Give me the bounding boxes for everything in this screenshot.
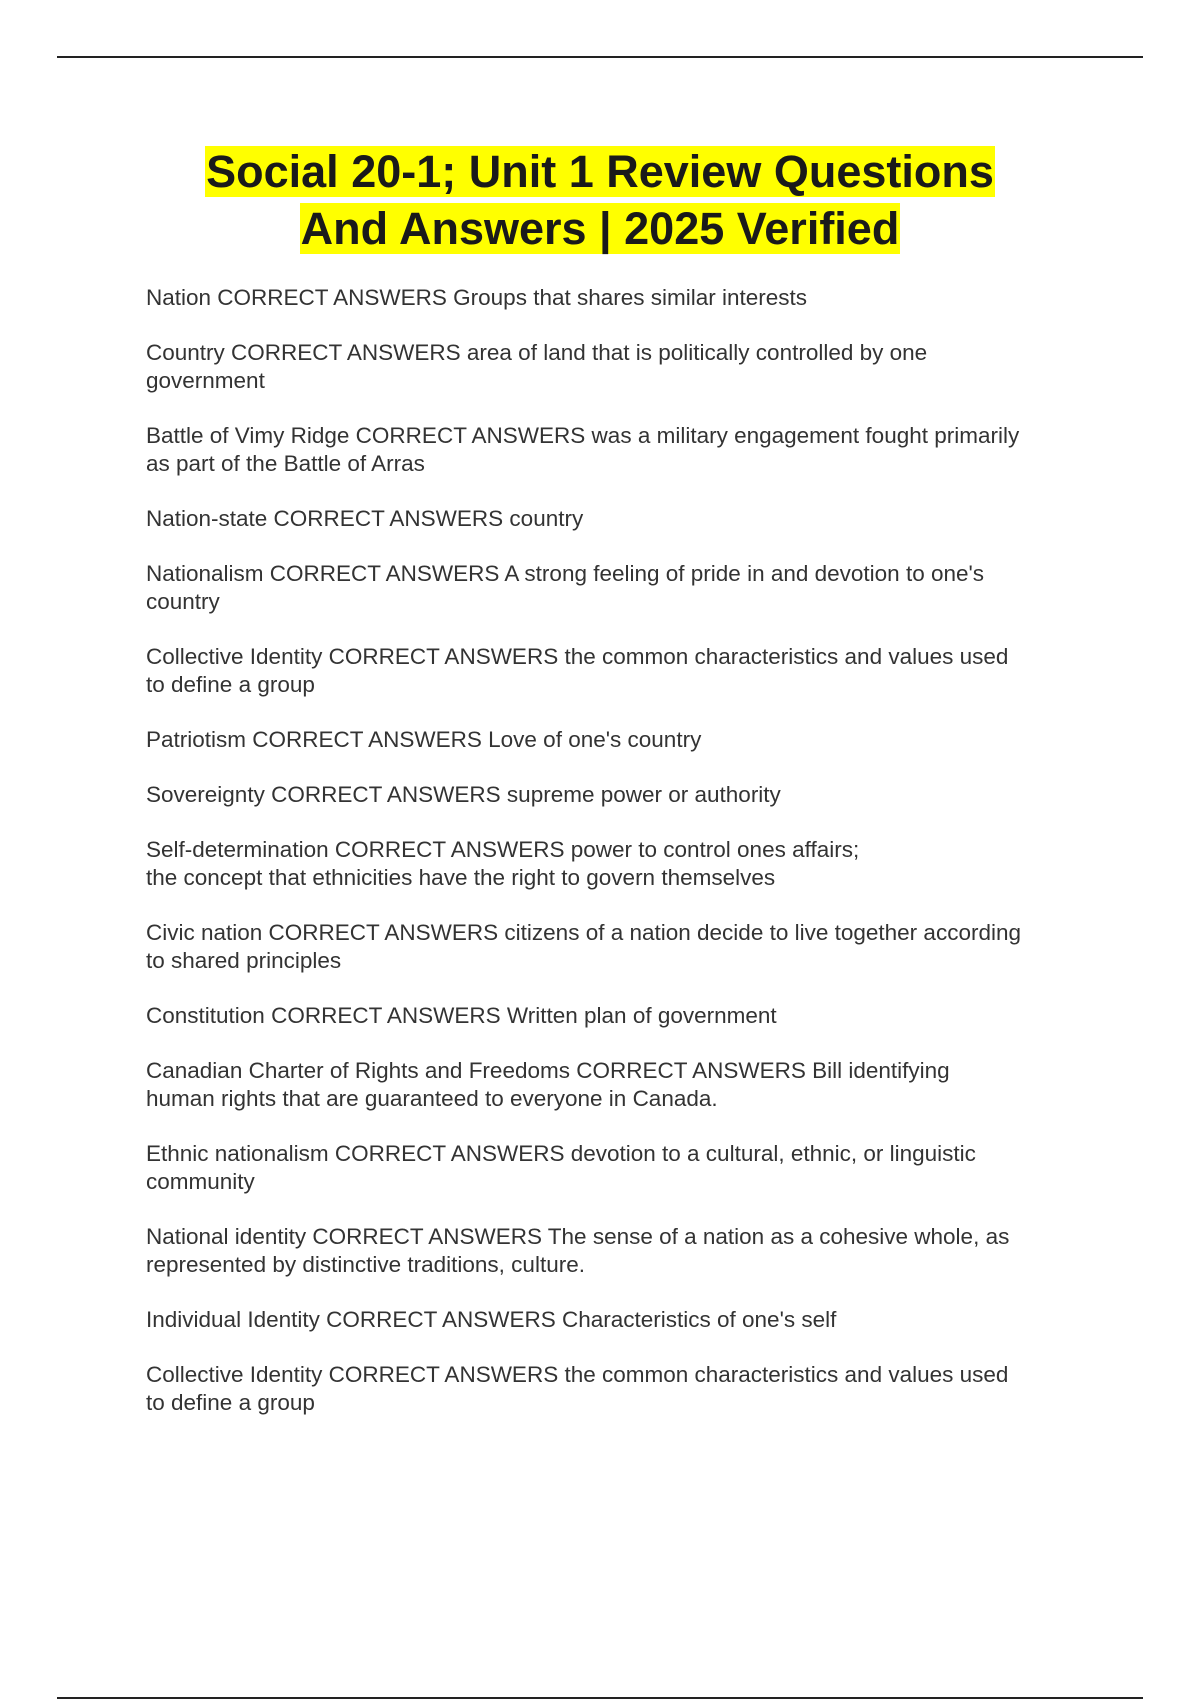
qa-entry <box>146 560 1096 616</box>
qa-entry <box>146 505 1096 533</box>
qa-entry-line: National identity CORRECT ANSWERS The sense of a nation as a cohesive whole, as <box>146 1224 1010 1249</box>
qa-entry-line: Canadian Charter of Rights and Freedoms CORRECT ANSWERS Bill identifying <box>146 1058 950 1083</box>
bottom-rule <box>57 1697 1143 1699</box>
qa-entry-line: community <box>146 1169 255 1194</box>
qa-entry-line: Sovereignty CORRECT ANSWERS supreme power or authority <box>146 782 781 807</box>
qa-entry-line: Patriotism CORRECT ANSWERS Love of one's country <box>146 727 702 752</box>
qa-entry <box>146 643 1096 699</box>
qa-entry-line: Individual Identity CORRECT ANSWERS Characteristics of one's self <box>146 1307 837 1332</box>
qa-entry <box>146 1223 1096 1279</box>
qa-entry-line: Ethnic nationalism CORRECT ANSWERS devotion to a cultural, ethnic, or linguistic <box>146 1141 976 1166</box>
qa-entry <box>146 1002 1096 1030</box>
qa-entry-line: Collective Identity CORRECT ANSWERS the common characteristics and values used <box>146 644 1009 669</box>
qa-entries <box>146 284 1096 1444</box>
qa-entry-line: Constitution CORRECT ANSWERS Written plan of government <box>146 1003 777 1028</box>
qa-entry-line: government <box>146 368 265 393</box>
qa-entry <box>146 339 1096 395</box>
qa-entry-line: Country CORRECT ANSWERS area of land that is politically controlled by one <box>146 340 928 365</box>
qa-entry-line: Nation CORRECT ANSWERS Groups that shares similar interests <box>146 285 808 310</box>
qa-entry <box>146 781 1096 809</box>
qa-entry-line: represented by distinctive traditions, culture. <box>146 1252 585 1277</box>
qa-entry <box>146 726 1096 754</box>
qa-entry-line: Self-determination CORRECT ANSWERS power to control ones affairs; <box>146 837 860 862</box>
title-line-1: Social 20-1; Unit 1 Review Questions <box>206 146 994 197</box>
qa-entry <box>146 919 1096 975</box>
top-rule <box>57 56 1143 58</box>
qa-entry-line: Nation-state CORRECT ANSWERS country <box>146 506 584 531</box>
title-line-2: And Answers | 2025 Verified <box>300 203 900 254</box>
qa-entry-line: human rights that are guaranteed to everyone in Canada. <box>146 1086 718 1111</box>
qa-entry-line: as part of the Battle of Arras <box>146 451 425 476</box>
qa-entry <box>146 1140 1096 1196</box>
qa-entry <box>146 1057 1096 1113</box>
qa-entry <box>146 1306 1096 1334</box>
qa-entry <box>146 422 1096 478</box>
qa-entry-line: country <box>146 589 220 614</box>
qa-entry-line: to define a group <box>146 672 315 697</box>
qa-entry-line: to shared principles <box>146 948 342 973</box>
qa-entry-line: the concept that ethnicities have the right to govern themselves <box>146 865 776 890</box>
qa-entry-line: Civic nation CORRECT ANSWERS citizens of a nation decide to live together according <box>146 920 1021 945</box>
document-title <box>57 143 1143 257</box>
qa-entry-line: Collective Identity CORRECT ANSWERS the common characteristics and values used <box>146 1362 1009 1387</box>
qa-entry <box>146 284 1096 312</box>
qa-entry-line: to define a group <box>146 1390 315 1415</box>
qa-entry <box>146 1361 1096 1417</box>
qa-entry-line: Battle of Vimy Ridge CORRECT ANSWERS was a military engagement fought primarily <box>146 423 1020 448</box>
qa-entry <box>146 836 1096 892</box>
qa-entry-line: Nationalism CORRECT ANSWERS A strong feeling of pride in and devotion to one's <box>146 561 985 586</box>
